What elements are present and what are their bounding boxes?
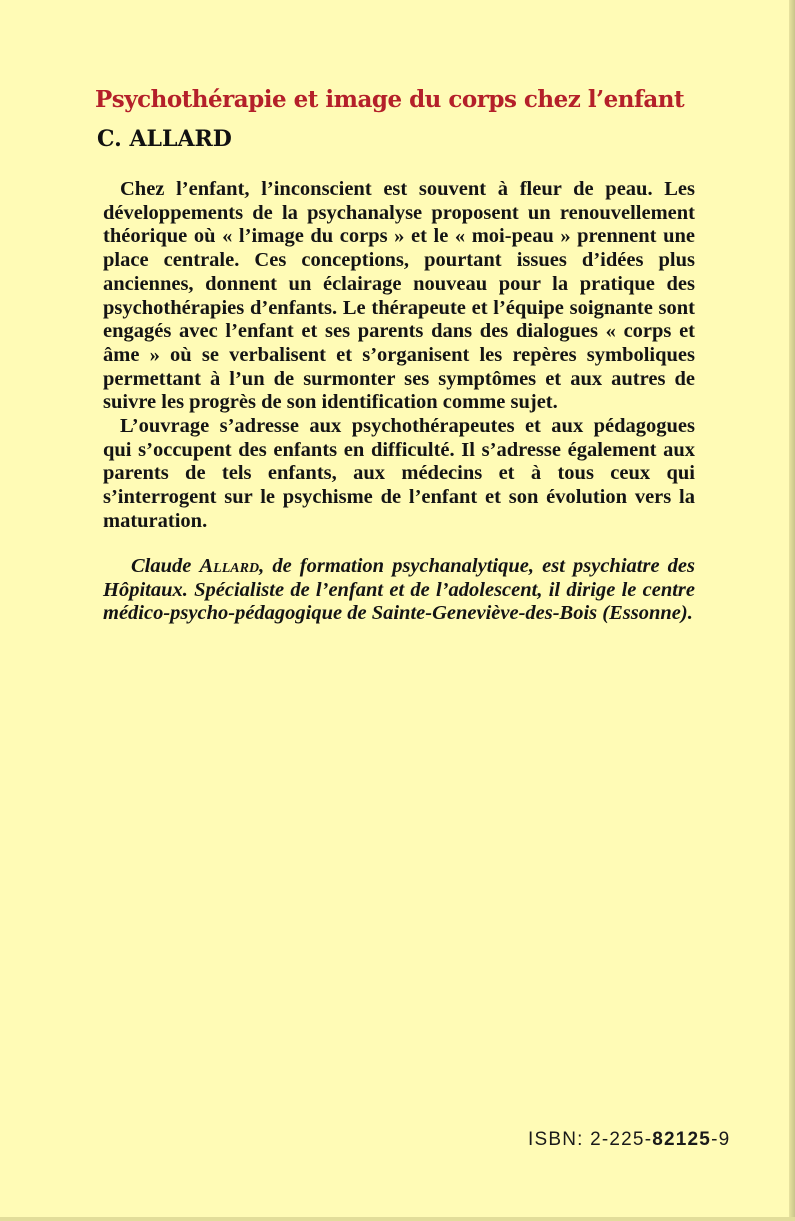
author-bio-last-name: Allard <box>199 555 260 577</box>
page-edge-shadow <box>789 0 795 1221</box>
blurb <box>103 178 695 534</box>
isbn-prefix: ISBN: 2-225- <box>528 1129 653 1150</box>
book-title: Psychothérapie et image du corps chez l’enfant <box>95 86 685 113</box>
author-bio-text: , de formation psychanalytique, est psychiatre des Hôpitaux. Spécialiste de l’enfant et de l’adolescent, il dirige le centre médico-psycho-pédagogique de Sainte-Geneviève-des-Bois (Essonne). <box>103 555 695 625</box>
isbn-number <box>528 1129 730 1151</box>
isbn-suffix: -9 <box>711 1129 731 1150</box>
blurb-paragraph-1: Chez l’enfant, l’inconscient est souvent à fleur de peau. Les développements de la psychanalyse proposent un renouvellement théorique où « l’image du corps » et le « moi-peau » prennent une place centrale. Ces conceptions, pourtant issues d’idées plus anciennes, donnent un éclairage nouveau pour la pratique des psychothérapies d’enfants. Le thérapeute et l’équipe soignante sont engagés avec l’enfant et ses parents dans des dialogues « corps et âme » où se verbalisent et s’organisent les repères symboliques permettant à l’un de surmonter ses symptômes et aux autres de suivre les progrès de son identification comme sujet. <box>103 178 695 414</box>
blurb-paragraph-2: L’ouvrage s’adresse aux psychothérapeutes et aux pédagogues qui s’occupent des enfants en difficulté. Il s’adresse également aux parents de tels enfants, aux médecins et à tous ceux qui s’interrogent sur le psychisme de l’enfant et son évolution vers la maturation. <box>103 415 695 532</box>
book-author: C. ALLARD <box>97 126 232 152</box>
author-bio-first-name: Claude <box>131 555 192 577</box>
isbn-bold-part: 82125 <box>652 1129 712 1150</box>
author-bio <box>103 555 695 626</box>
page-bottom-edge <box>0 1217 795 1221</box>
